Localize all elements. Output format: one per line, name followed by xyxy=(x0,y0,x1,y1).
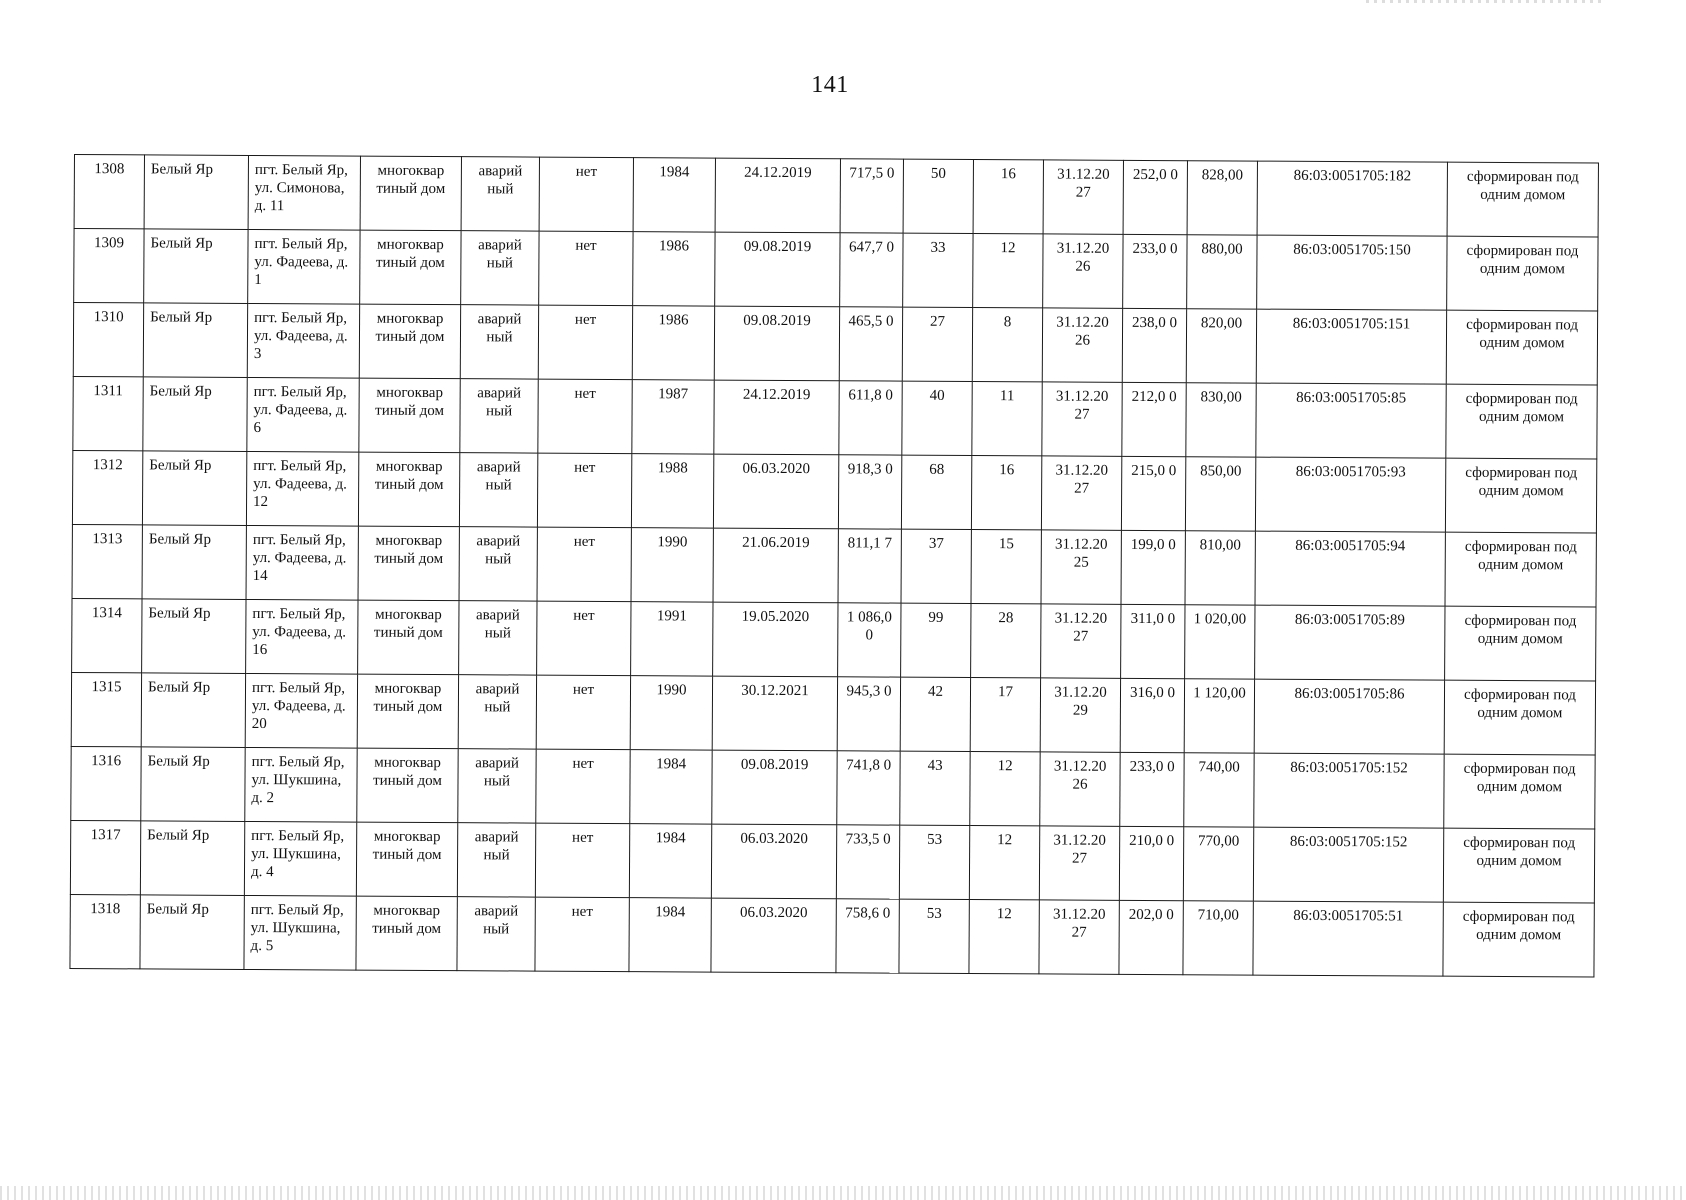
condition-status-cell: аварий ный xyxy=(457,897,535,971)
area-cell: 717,5 0 xyxy=(840,159,903,233)
value-1-cell: 210,0 0 xyxy=(1119,826,1183,900)
residents-cell: 40 xyxy=(902,381,972,455)
value-2-cell: 1 120,00 xyxy=(1184,679,1254,753)
area-cell: 918,3 0 xyxy=(838,455,901,529)
address-cell: пгт. Белый Яр, ул. Фадеева, д. 20 xyxy=(245,673,357,748)
building-type-cell: многоквар тиный дом xyxy=(356,822,457,897)
units-cell: 11 xyxy=(972,382,1042,456)
build-year-cell: 1984 xyxy=(633,158,715,232)
cadastral-number-cell: 86:03:0051705:85 xyxy=(1256,383,1446,458)
land-plot-note-cell: сформирован под одним домом xyxy=(1446,384,1597,459)
land-plot-note-cell: сформирован под одним домом xyxy=(1446,310,1597,385)
value-1-cell: 238,0 0 xyxy=(1122,308,1186,382)
value-1-cell: 215,0 0 xyxy=(1121,456,1185,530)
land-plot-note-cell: сформирован под одним домом xyxy=(1444,680,1595,755)
registry-table-body xyxy=(70,155,1599,977)
deadline-cell: 31.12.20 26 xyxy=(1040,752,1120,826)
deadline-cell: 31.12.20 27 xyxy=(1043,160,1123,234)
residents-cell: 43 xyxy=(900,751,970,825)
area-cell: 758,6 0 xyxy=(836,899,899,973)
value-1-cell: 212,0 0 xyxy=(1122,382,1186,456)
residents-cell: 37 xyxy=(901,529,971,603)
decision-date-cell: 09.08.2019 xyxy=(715,232,840,307)
decision-date-cell: 24.12.2019 xyxy=(715,158,840,233)
value-2-cell: 810,00 xyxy=(1185,531,1255,605)
residents-cell: 50 xyxy=(903,159,973,233)
condition-status-cell: аварий ный xyxy=(460,305,538,379)
build-year-cell: 1984 xyxy=(629,824,711,898)
value-1-cell: 233,0 0 xyxy=(1123,234,1187,308)
value-1-cell: 316,0 0 xyxy=(1120,678,1184,752)
units-cell: 28 xyxy=(971,604,1041,678)
land-plot-note-cell: сформирован под одним домом xyxy=(1443,828,1594,903)
flag-cell: нет xyxy=(539,157,633,232)
address-cell: пгт. Белый Яр, ул. Фадеева, д. 14 xyxy=(246,525,358,600)
flag-cell: нет xyxy=(537,527,631,602)
settlement-cell: Белый Яр xyxy=(144,155,248,230)
decision-date-cell: 09.08.2019 xyxy=(712,750,837,825)
value-1-cell: 202,0 0 xyxy=(1119,900,1183,974)
flag-cell: нет xyxy=(535,823,629,898)
value-2-cell: 850,00 xyxy=(1185,457,1255,531)
table-row xyxy=(74,229,1598,312)
condition-status-cell: аварий ный xyxy=(460,379,538,453)
decision-date-cell: 30.12.2021 xyxy=(712,676,837,751)
address-cell: пгт. Белый Яр, ул. Шукшина, д. 5 xyxy=(244,895,356,970)
building-type-cell: многоквар тиный дом xyxy=(357,674,458,749)
value-2-cell: 740,00 xyxy=(1184,753,1254,827)
building-type-cell: многоквар тиный дом xyxy=(359,304,460,379)
condition-status-cell: аварий ный xyxy=(459,601,537,675)
units-cell: 12 xyxy=(970,752,1040,826)
land-plot-note-cell: сформирован под одним домом xyxy=(1445,458,1596,533)
units-cell: 12 xyxy=(969,826,1039,900)
condition-status-cell: аварий ный xyxy=(458,675,536,749)
table-row xyxy=(72,598,1596,681)
build-year-cell: 1988 xyxy=(631,454,713,528)
area-cell: 611,8 0 xyxy=(839,381,902,455)
value-2-cell: 820,00 xyxy=(1186,309,1256,383)
area-cell: 741,8 0 xyxy=(837,751,900,825)
deadline-cell: 31.12.20 25 xyxy=(1041,530,1121,604)
build-year-cell: 1984 xyxy=(630,750,712,824)
units-cell: 12 xyxy=(969,900,1039,974)
decision-date-cell: 19.05.2020 xyxy=(713,602,838,677)
build-year-cell: 1984 xyxy=(629,898,711,972)
build-year-cell: 1990 xyxy=(630,676,712,750)
record-number-cell: 1315 xyxy=(71,672,141,746)
land-plot-note-cell: сформирован под одним домом xyxy=(1447,236,1598,311)
build-year-cell: 1990 xyxy=(631,528,713,602)
decision-date-cell: 09.08.2019 xyxy=(714,306,839,381)
deadline-cell: 31.12.20 26 xyxy=(1043,234,1123,308)
record-number-cell: 1313 xyxy=(72,524,142,598)
cadastral-number-cell: 86:03:0051705:152 xyxy=(1253,827,1443,902)
cadastral-number-cell: 86:03:0051705:86 xyxy=(1254,679,1444,754)
land-plot-note-cell: сформирован под одним домом xyxy=(1444,754,1595,829)
table-row xyxy=(71,746,1595,829)
address-cell: пгт. Белый Яр, ул. Шукшина, д. 4 xyxy=(244,821,356,896)
area-cell: 1 086,0 0 xyxy=(838,603,901,677)
build-year-cell: 1986 xyxy=(633,232,715,306)
land-plot-note-cell: сформирован под одним домом xyxy=(1447,162,1598,237)
table-row xyxy=(74,155,1598,238)
building-type-cell: многоквар тиный дом xyxy=(360,156,461,231)
record-number-cell: 1309 xyxy=(74,229,144,303)
flag-cell: нет xyxy=(538,305,632,380)
table-row xyxy=(71,672,1595,755)
housing-registry-table xyxy=(69,154,1599,978)
building-type-cell: многоквар тиный дом xyxy=(359,378,460,453)
decision-date-cell: 21.06.2019 xyxy=(713,528,838,603)
value-2-cell: 880,00 xyxy=(1187,235,1257,309)
area-cell: 945,3 0 xyxy=(837,677,900,751)
table-row xyxy=(72,450,1596,533)
cadastral-number-cell: 86:03:0051705:94 xyxy=(1255,531,1445,606)
building-type-cell: многоквар тиный дом xyxy=(358,452,459,527)
deadline-cell: 31.12.20 26 xyxy=(1042,308,1122,382)
units-cell: 15 xyxy=(971,530,1041,604)
settlement-cell: Белый Яр xyxy=(143,303,247,378)
building-type-cell: многоквар тиный дом xyxy=(356,896,457,971)
deadline-cell: 31.12.20 27 xyxy=(1042,382,1122,456)
record-number-cell: 1316 xyxy=(71,746,141,820)
decision-date-cell: 06.03.2020 xyxy=(713,454,838,529)
page-number: 141 xyxy=(811,72,849,98)
table-row xyxy=(70,894,1594,977)
deadline-cell: 31.12.20 27 xyxy=(1041,604,1121,678)
flag-cell: нет xyxy=(537,453,631,528)
residents-cell: 53 xyxy=(899,899,969,973)
value-2-cell: 830,00 xyxy=(1186,383,1256,457)
condition-status-cell: аварий ный xyxy=(459,527,537,601)
record-number-cell: 1311 xyxy=(73,376,143,450)
address-cell: пгт. Белый Яр, ул. Шукшина, д. 2 xyxy=(245,747,357,822)
value-2-cell: 770,00 xyxy=(1183,827,1253,901)
flag-cell: нет xyxy=(539,231,633,306)
value-2-cell: 710,00 xyxy=(1183,901,1253,975)
deadline-cell: 31.12.20 27 xyxy=(1041,456,1121,530)
record-number-cell: 1310 xyxy=(73,303,143,377)
record-number-cell: 1317 xyxy=(70,820,140,894)
building-type-cell: многоквар тиный дом xyxy=(357,748,458,823)
settlement-cell: Белый Яр xyxy=(141,747,245,822)
scan-artifact-bottom xyxy=(0,1186,1686,1200)
build-year-cell: 1991 xyxy=(631,602,713,676)
cadastral-number-cell: 86:03:0051705:151 xyxy=(1256,309,1446,384)
settlement-cell: Белый Яр xyxy=(141,673,245,748)
land-plot-note-cell: сформирован под одним домом xyxy=(1445,606,1596,681)
decision-date-cell: 06.03.2020 xyxy=(711,898,836,973)
deadline-cell: 31.12.20 29 xyxy=(1040,678,1120,752)
residents-cell: 33 xyxy=(903,233,973,307)
area-cell: 465,5 0 xyxy=(839,307,902,381)
decision-date-cell: 24.12.2019 xyxy=(714,380,839,455)
value-2-cell: 828,00 xyxy=(1187,161,1257,235)
residents-cell: 27 xyxy=(902,307,972,381)
settlement-cell: Белый Яр xyxy=(143,377,247,452)
flag-cell: нет xyxy=(536,749,630,824)
scan-artifact-top xyxy=(1366,0,1606,3)
units-cell: 16 xyxy=(973,160,1043,234)
settlement-cell: Белый Яр xyxy=(142,525,246,600)
building-type-cell: многоквар тиный дом xyxy=(358,600,459,675)
flag-cell: нет xyxy=(536,675,630,750)
record-number-cell: 1312 xyxy=(72,450,142,524)
table-row xyxy=(73,376,1597,459)
settlement-cell: Белый Яр xyxy=(140,821,244,896)
record-number-cell: 1308 xyxy=(74,155,144,229)
address-cell: пгт. Белый Яр, ул. Фадеева, д. 3 xyxy=(247,303,359,378)
units-cell: 12 xyxy=(973,234,1043,308)
value-1-cell: 311,0 0 xyxy=(1121,604,1185,678)
record-number-cell: 1314 xyxy=(72,598,142,672)
flag-cell: нет xyxy=(535,897,629,972)
deadline-cell: 31.12.20 27 xyxy=(1039,826,1119,900)
settlement-cell: Белый Яр xyxy=(140,895,244,970)
residents-cell: 53 xyxy=(899,825,969,899)
condition-status-cell: аварий ный xyxy=(458,749,536,823)
cadastral-number-cell: 86:03:0051705:150 xyxy=(1257,235,1447,310)
table-row xyxy=(70,820,1594,903)
settlement-cell: Белый Яр xyxy=(142,451,246,526)
building-type-cell: многоквар тиный дом xyxy=(360,230,461,305)
table-row xyxy=(72,524,1596,607)
condition-status-cell: аварий ный xyxy=(461,157,539,231)
area-cell: 733,5 0 xyxy=(836,825,899,899)
residents-cell: 99 xyxy=(901,603,971,677)
cadastral-number-cell: 86:03:0051705:152 xyxy=(1254,753,1444,828)
address-cell: пгт. Белый Яр, ул. Фадеева, д. 1 xyxy=(248,229,360,304)
settlement-cell: Белый Яр xyxy=(142,599,246,674)
value-2-cell: 1 020,00 xyxy=(1185,605,1255,679)
value-1-cell: 233,0 0 xyxy=(1120,752,1184,826)
cadastral-number-cell: 86:03:0051705:89 xyxy=(1255,605,1445,680)
flag-cell: нет xyxy=(537,601,631,676)
address-cell: пгт. Белый Яр, ул. Фадеева, д. 16 xyxy=(246,599,358,674)
value-1-cell: 252,0 0 xyxy=(1123,160,1187,234)
condition-status-cell: аварий ный xyxy=(461,231,539,305)
cadastral-number-cell: 86:03:0051705:182 xyxy=(1257,161,1447,236)
table-row xyxy=(73,303,1597,386)
condition-status-cell: аварий ный xyxy=(457,823,535,897)
land-plot-note-cell: сформирован под одним домом xyxy=(1445,532,1596,607)
deadline-cell: 31.12.20 27 xyxy=(1039,900,1119,974)
units-cell: 8 xyxy=(972,308,1042,382)
address-cell: пгт. Белый Яр, ул. Фадеева, д. 12 xyxy=(246,451,358,526)
decision-date-cell: 06.03.2020 xyxy=(711,824,836,899)
address-cell: пгт. Белый Яр, ул. Фадеева, д. 6 xyxy=(247,377,359,452)
units-cell: 16 xyxy=(971,456,1041,530)
address-cell: пгт. Белый Яр, ул. Симонова, д. 11 xyxy=(248,155,360,230)
area-cell: 811,1 7 xyxy=(838,529,901,603)
build-year-cell: 1986 xyxy=(632,306,714,380)
build-year-cell: 1987 xyxy=(632,380,714,454)
settlement-cell: Белый Яр xyxy=(144,229,248,304)
land-plot-note-cell: сформирован под одним домом xyxy=(1443,902,1594,977)
condition-status-cell: аварий ный xyxy=(459,453,537,527)
area-cell: 647,7 0 xyxy=(840,233,903,307)
building-type-cell: многоквар тиный дом xyxy=(358,526,459,601)
residents-cell: 68 xyxy=(901,455,971,529)
units-cell: 17 xyxy=(970,678,1040,752)
flag-cell: нет xyxy=(538,379,632,454)
record-number-cell: 1318 xyxy=(70,894,140,968)
cadastral-number-cell: 86:03:0051705:93 xyxy=(1255,457,1445,532)
residents-cell: 42 xyxy=(900,677,970,751)
value-1-cell: 199,0 0 xyxy=(1121,530,1185,604)
cadastral-number-cell: 86:03:0051705:51 xyxy=(1253,901,1443,976)
